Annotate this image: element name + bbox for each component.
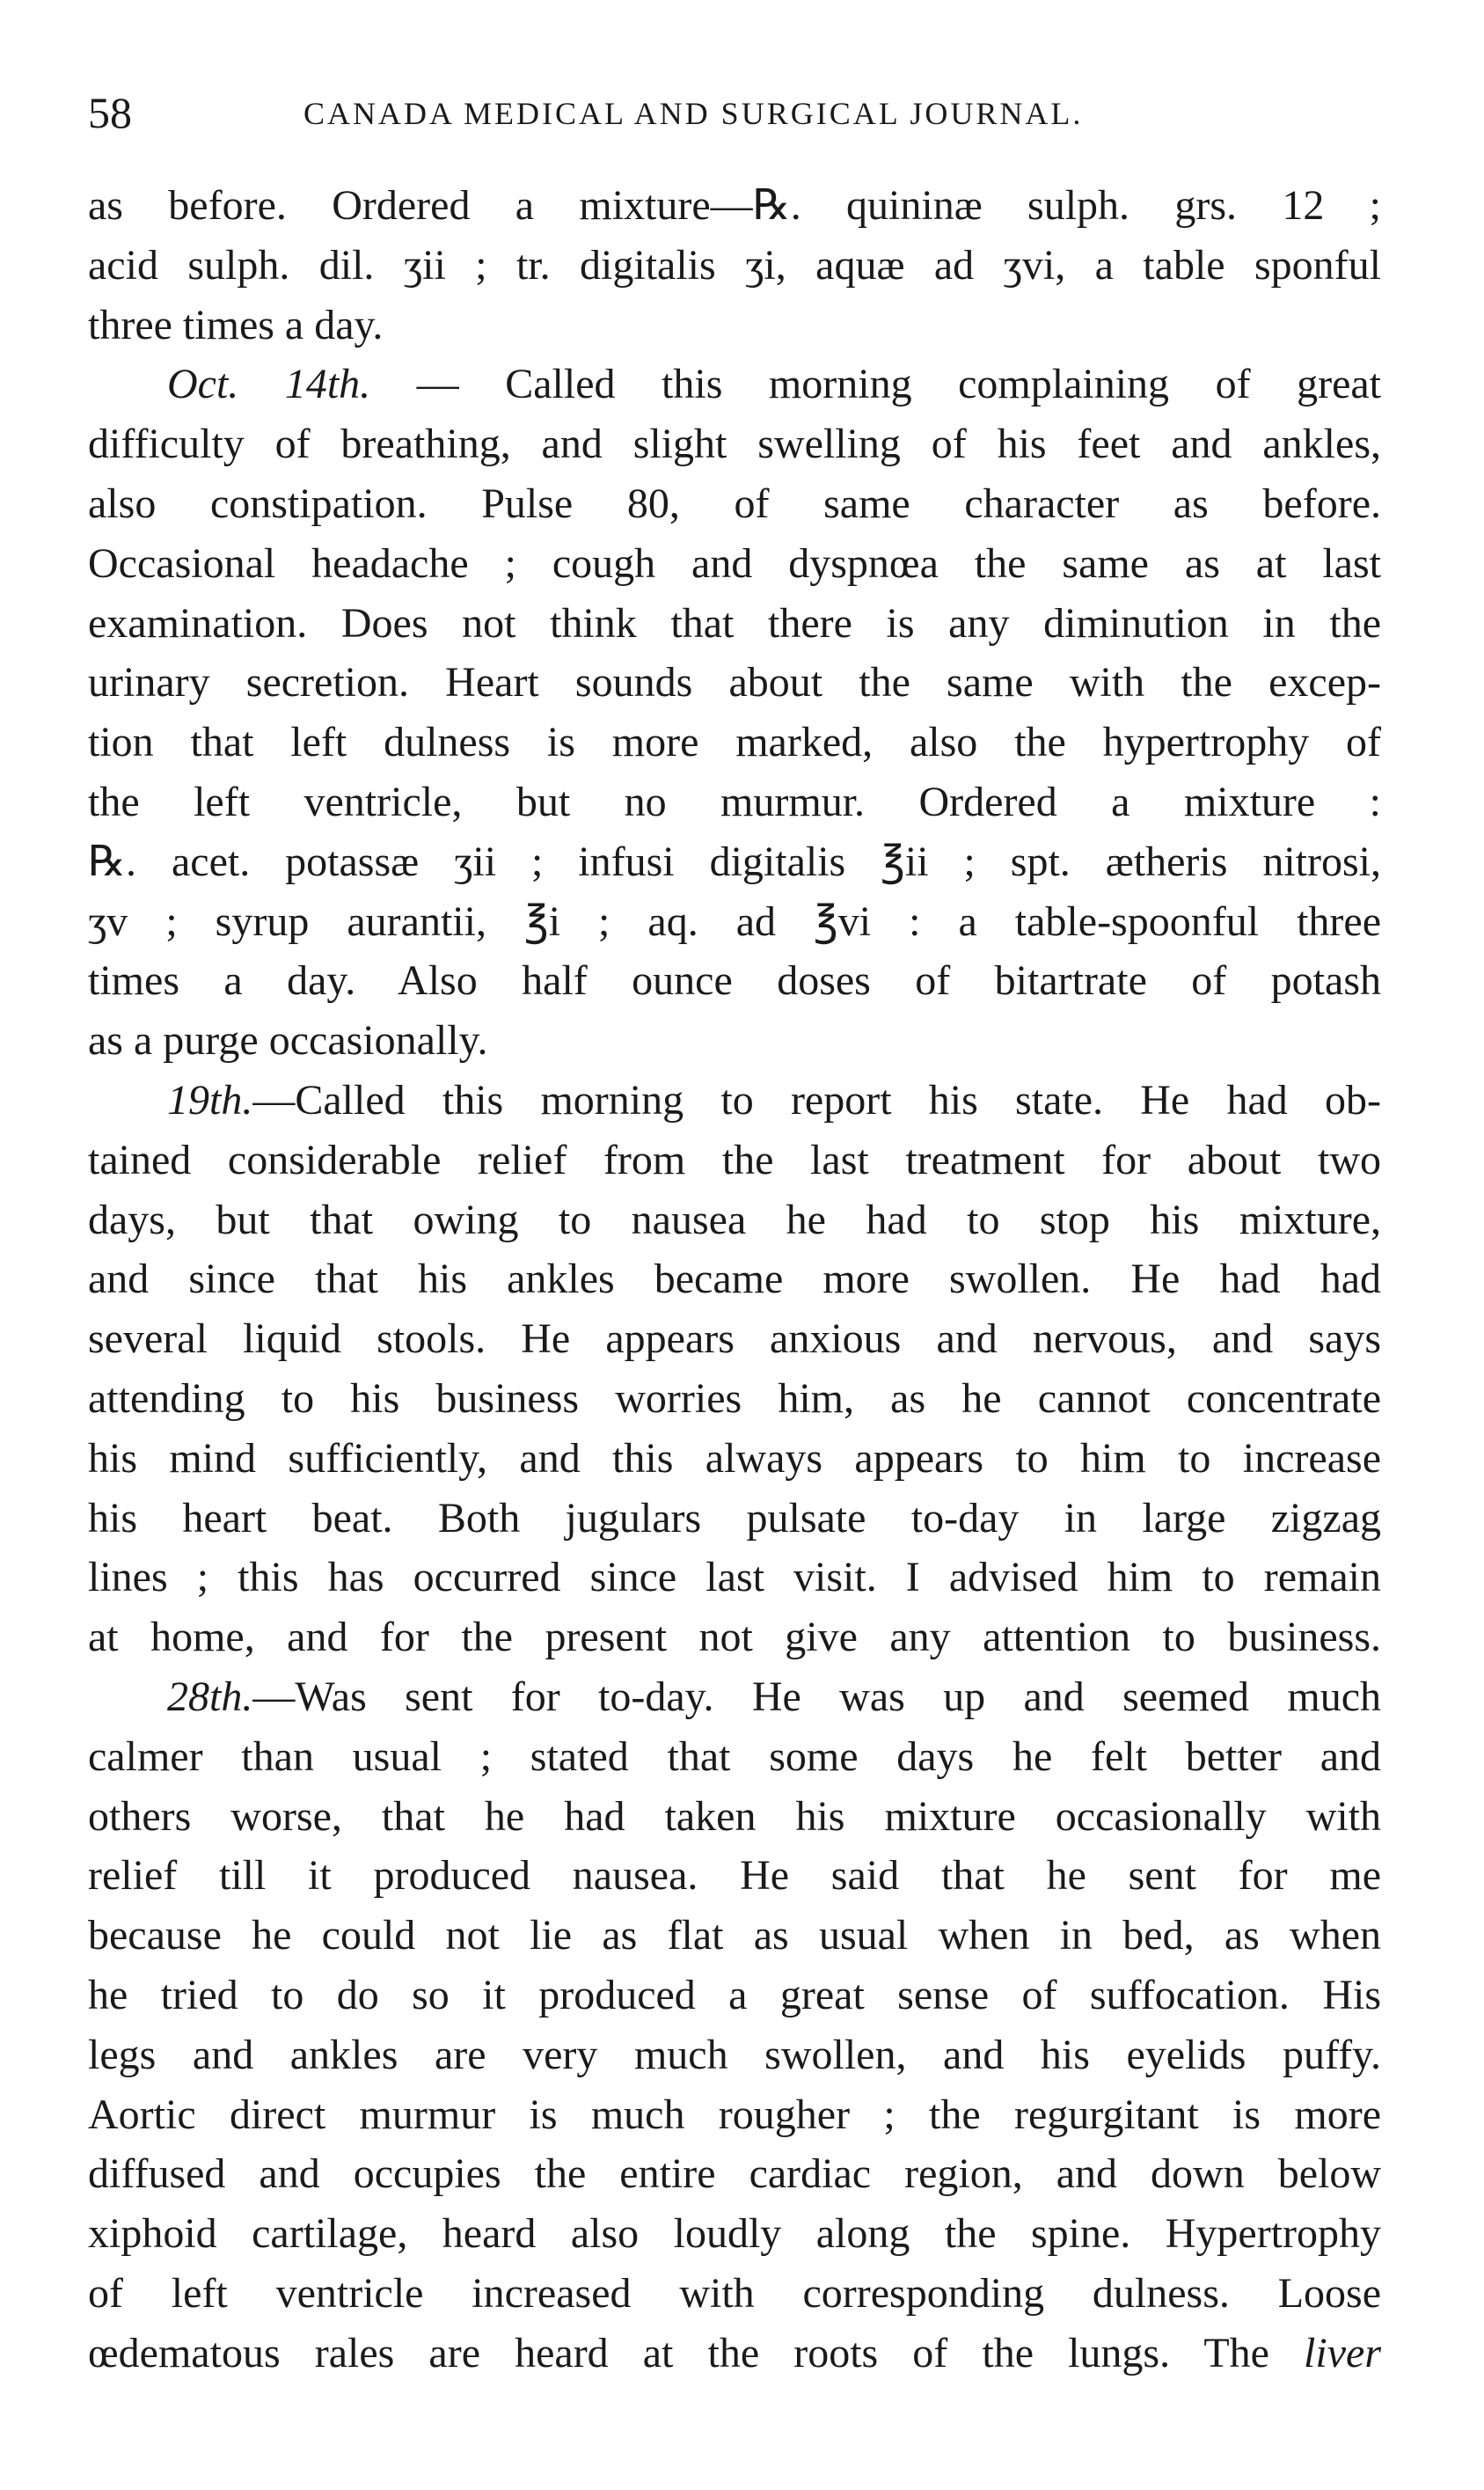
- text-line: and since that his ankles became more swollen. He had had: [88, 1256, 1381, 1303]
- text-line: calmer than usual ; stated that some days he felt better and: [88, 1732, 1381, 1780]
- text-line: ℞. acet. potassæ ʒii ; infusi digitalis ℥ii ; spt. ætheris nitrosi,: [88, 838, 1381, 885]
- text-line: times a day. Also half ounce doses of bitartrate of potash: [88, 957, 1381, 1005]
- text-line: as a purge occasionally.: [88, 1017, 488, 1065]
- text-line: the left ventricle, but no murmur. Ordered a mixture :: [88, 778, 1381, 825]
- text-line: relief till it produced nausea. He said that he sent for me: [88, 1852, 1381, 1900]
- text-line: his mind sufficiently, and this always appears to him to increase: [88, 1434, 1381, 1482]
- text-line: examination. Does not think that there is any diminution in the: [88, 599, 1381, 647]
- text-line: lines ; this has occurred since last visit. I advised him to remain: [88, 1554, 1381, 1601]
- text-line: attending to his business worries him, as he cannot concentrate: [88, 1374, 1381, 1422]
- text-line: he tried to do so it produced a great sense of suffocation. His: [88, 1971, 1381, 2018]
- text-line: legs and ankles are very much swollen, and his eyelids puffy.: [88, 2031, 1381, 2078]
- text-line: also constipation. Pulse 80, of same character as before.: [88, 480, 1381, 527]
- text-line: three times a day.: [88, 301, 384, 348]
- text-line: Occasional headache ; cough and dyspnœa the same as at last: [88, 539, 1381, 587]
- text-line: diffused and occupies the entire cardiac region, and down below: [88, 2150, 1381, 2198]
- entry-line-28th: 28th.—Was sent for to-day. He was up and seemed much: [167, 1673, 1381, 1720]
- journal-title: CANADA MEDICAL AND SURGICAL JOURNAL.: [303, 96, 1084, 131]
- text-line: tained considerable relief from the last treatment for about two: [88, 1136, 1381, 1183]
- entry-line-oct-14: Oct. 14th. — Called this morning complaining of great: [167, 361, 1382, 408]
- text-line: at home, and for the present not give any attention to business.: [88, 1614, 1381, 1661]
- text-line: of left ventricle increased with corresponding dulness. Loose: [88, 2269, 1381, 2317]
- text-line: tion that left dulness is more marked, also the hypertrophy of: [88, 719, 1381, 766]
- running-head: [88, 86, 1381, 139]
- text-line: several liquid stools. He appears anxious and nervous, and says: [88, 1315, 1381, 1363]
- text-line: œdematous rales are heard at the roots of the lungs. The liver: [88, 2329, 1381, 2376]
- body-text: [88, 176, 1381, 2383]
- page-number: 58: [88, 88, 132, 137]
- text-line: xiphoid cartilage, heard also loudly along the spine. Hypertrophy: [88, 2210, 1381, 2258]
- text-line: because he could not lie as flat as usual when in bed, as when: [88, 1912, 1381, 1959]
- text-line: ʒv ; syrup aurantii, ℥i ; aq. ad ℥vi : a table-spoonful three: [88, 897, 1381, 945]
- text-line: Aortic direct murmur is much rougher ; the regurgitant is more: [88, 2091, 1381, 2138]
- text-line: days, but that owing to nausea he had to stop his mixture,: [88, 1196, 1381, 1243]
- text-line: urinary secretion. Heart sounds about the same with the excep-: [88, 659, 1381, 707]
- entry-line-19th: 19th.—Called this morning to report his state. He had ob-: [167, 1076, 1381, 1124]
- text-line: others worse, that he had taken his mixture occasionally with: [88, 1792, 1381, 1840]
- text-line: his heart beat. Both jugulars pulsate to-day in large zigzag: [88, 1494, 1381, 1542]
- text-line: as before. Ordered a mixture—℞. quininæ sulph. grs. 12 ;: [88, 182, 1381, 229]
- text-line: difficulty of breathing, and slight swelling of his feet and ankles,: [88, 421, 1381, 468]
- text-line: acid sulph. dil. ʒii ; tr. digitalis ʒi, aquæ ad ʒvi, a table sponful: [88, 241, 1381, 289]
